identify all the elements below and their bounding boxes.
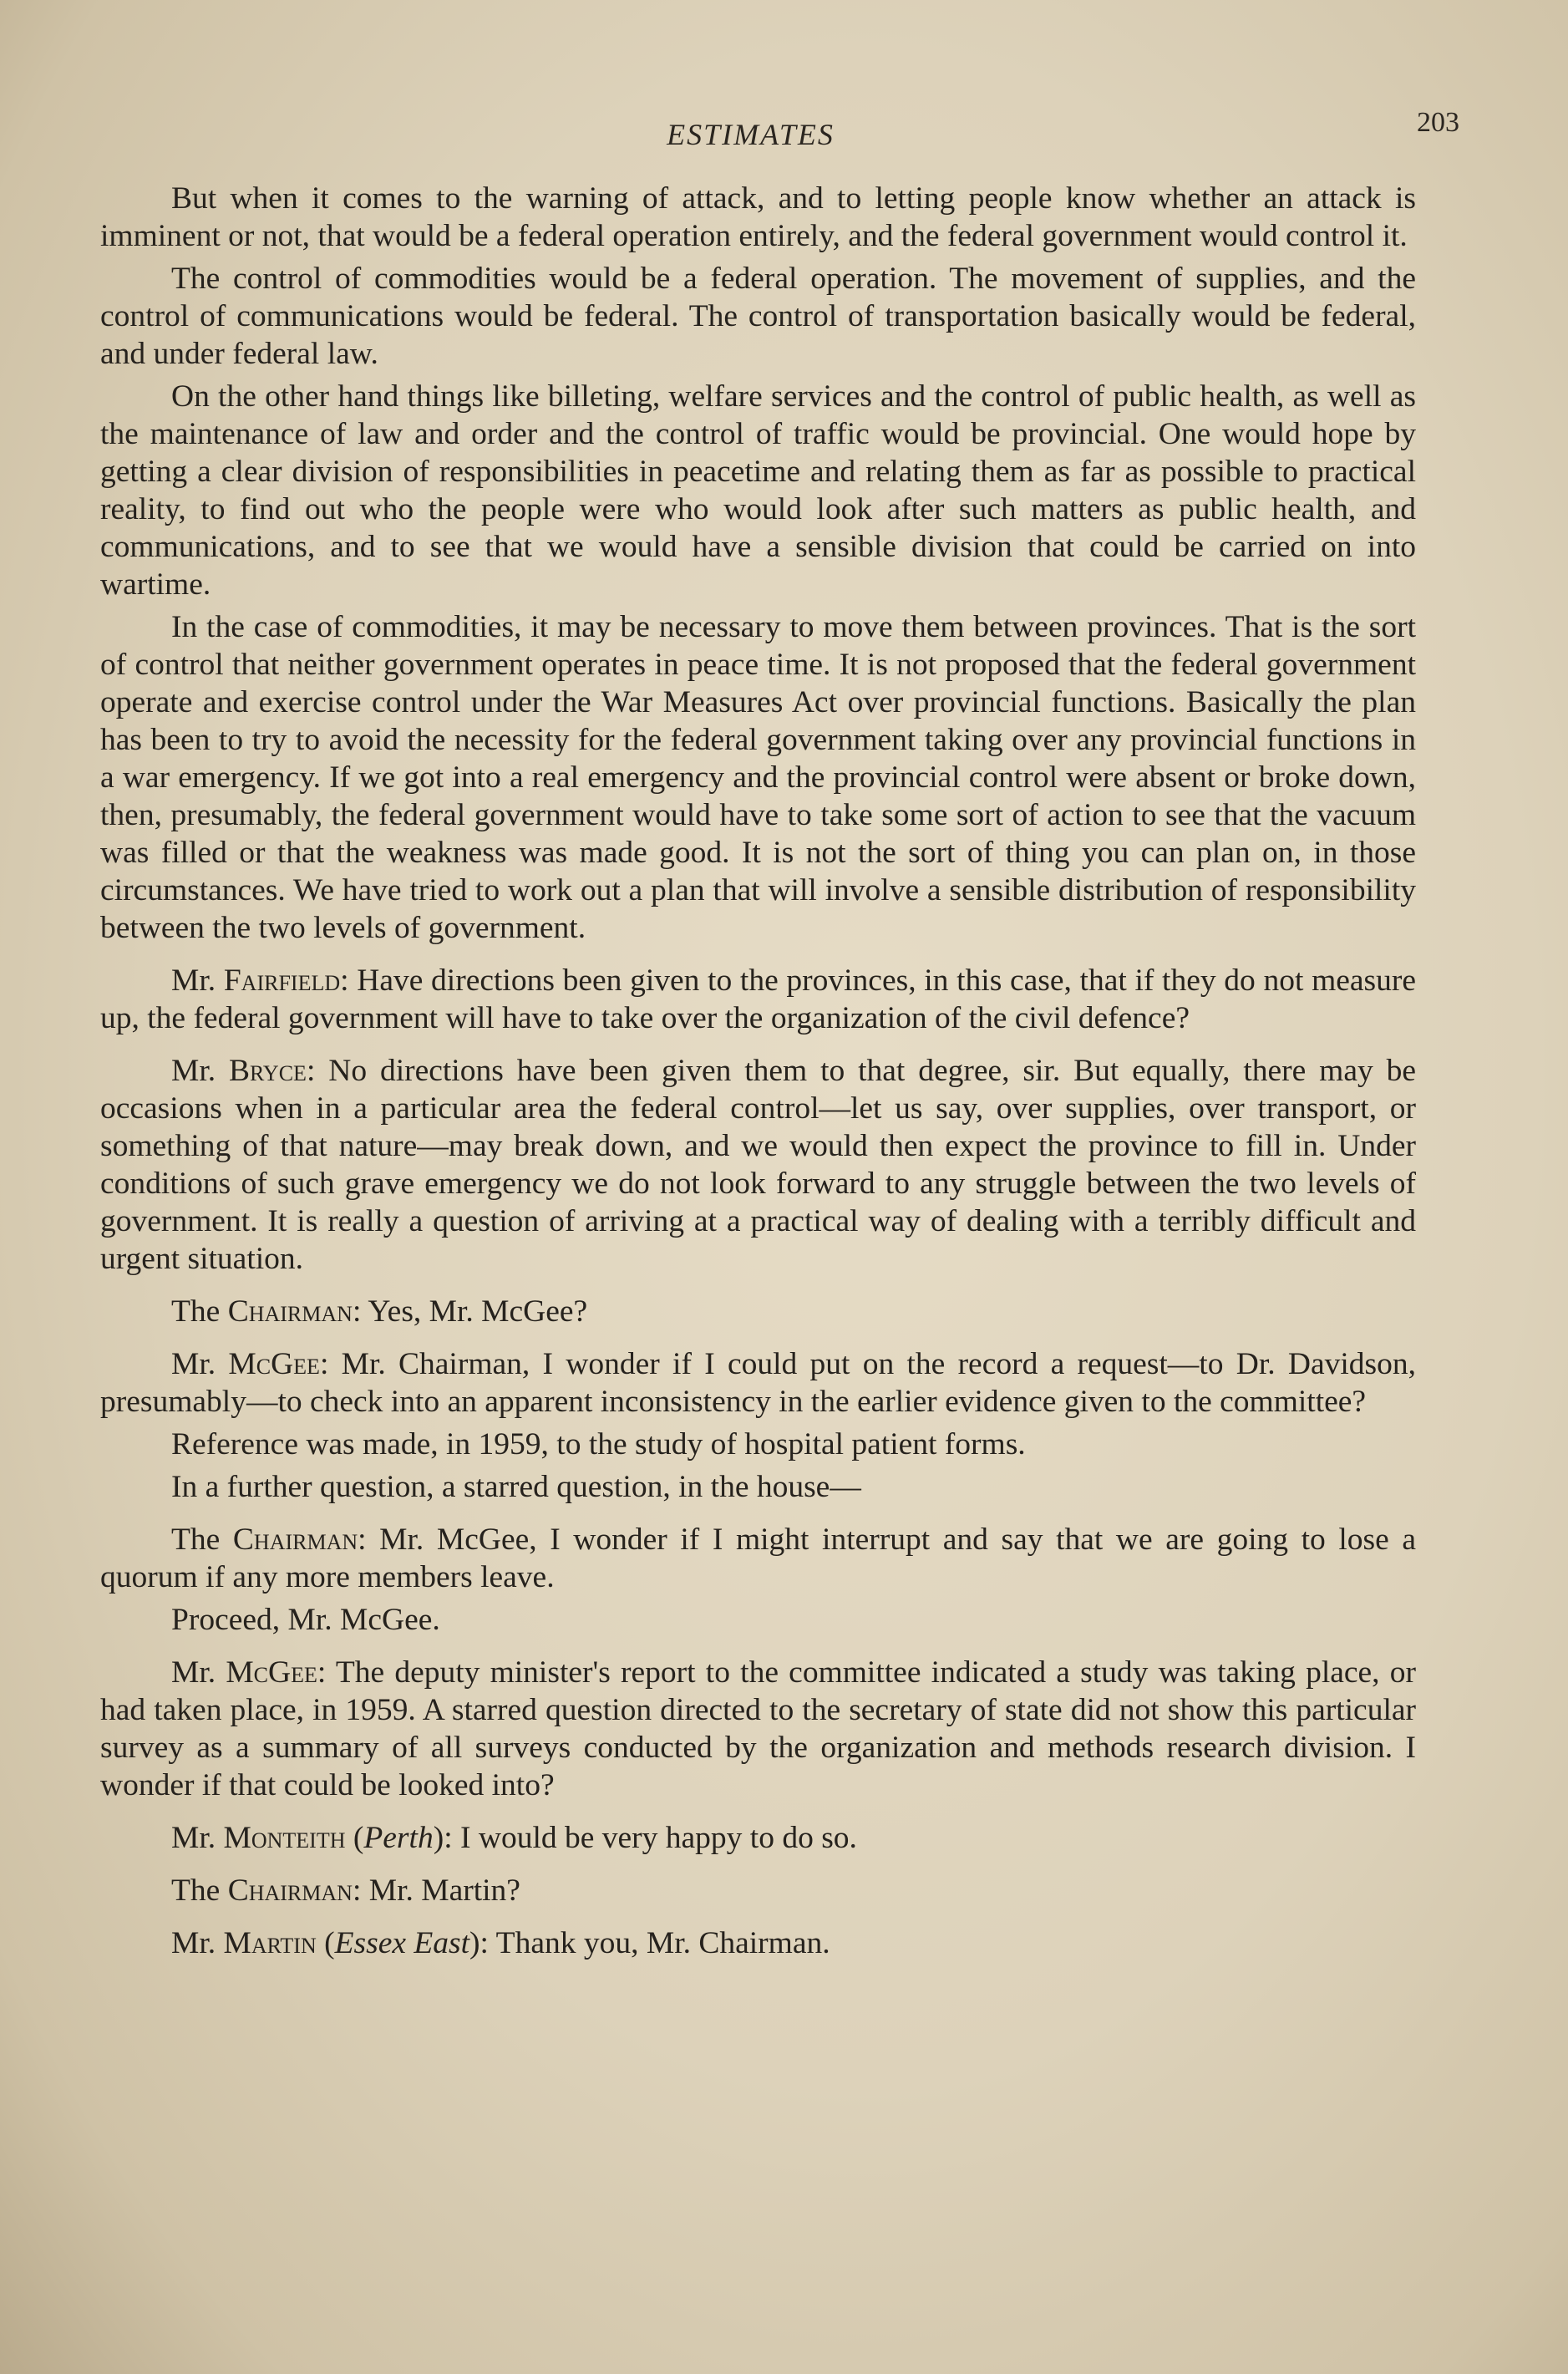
speech-text: Mr. McGee, I wonder if I might interrupt and say that we are going to lose a quorum if any more members leave. xyxy=(100,1523,1416,1594)
speech: Mr. Fairfield: Have directions been given to the provinces, in this case, that if they do not measure up, the federal government will have to take over the organization of the civil defence? xyxy=(100,963,1417,1035)
speaker-name: McGee xyxy=(228,1347,320,1381)
speech-continuation: In a further question, a starred question, in the house— xyxy=(171,1470,861,1504)
paragraph: But when it comes to the warning of attack, and to letting people know whether an attack is imminent or not, that would be a federal operation entirely, and the federal government would control it. xyxy=(100,181,1416,253)
paragraph: On the other hand things like billeting, welfare services and the control of public health, as well as the maintenance of law and order and the control of traffic would be provincial. One would hope by getting a clear division of responsibilities in peacetime and relating them as far as possible to practical reality, to find out who the people were who would look after such matters as public health, and communications, and to see that we would have a sensible division that could be carried on into wartime. xyxy=(100,379,1416,602)
speech: The Chairman: Yes, Mr. McGee? xyxy=(171,1294,588,1329)
speech-text: Mr. Chairman, I wonder if I could put on the record a request—to Dr. Davidson, presumably—to check into an apparent inconsistency in the earlier evidence given to the committee? xyxy=(100,1347,1416,1419)
speaker-name: Monteith xyxy=(223,1821,346,1855)
speech: Mr. Bryce: No directions have been given them to that degree, sir. But equally, there may be occasions when in a particular area the federal control—let us say, over supplies, over transport, or something of that nature—may break down, and we would then expect the province to fill in. Under conditions of such grave emergency we do not look forward to any struggle between the two levels of government. It is really a question of arriving at a practical way of dealing with a terribly difficult and urgent situation. xyxy=(100,1054,1416,1276)
speech-text: No directions have been given them to that degree, sir. But equally, there may be occasions when in a particular area the federal control—let us say, over supplies, over transport, or something of that nature—may break down, and we would then expect the province to fill in. Under conditions of such grave emergency we do not look forward to any struggle between the two levels of government. It is really a question of arriving at a practical way of dealing with a terribly difficult and urgent situation. xyxy=(100,1054,1416,1276)
page-number: 203 xyxy=(1417,107,1459,138)
speech-text: I would be very happy to do so. xyxy=(460,1821,857,1855)
running-head: ESTIMATES xyxy=(667,118,835,151)
speech: The Chairman: Mr. Martin? xyxy=(171,1873,520,1908)
page-header xyxy=(100,107,1459,157)
speaker-name: Chairman xyxy=(232,1523,358,1557)
body-text xyxy=(100,180,1416,1967)
speaker-name: Fairfield xyxy=(223,963,341,998)
speaker-riding: Essex East xyxy=(334,1926,470,1960)
speaker-name: Chairman xyxy=(227,1873,353,1908)
speech: Mr. McGee: Mr. Chairman, I wonder if I could put on the record a request—to Dr. Davidson, presumably—to check into an apparent inconsistency in the earlier evidence given to the committee? xyxy=(100,1347,1416,1419)
speech-continuation: Reference was made, in 1959, to the study of hospital patient forms. xyxy=(171,1427,1026,1462)
speech: The Chairman: Mr. McGee, I wonder if I might interrupt and say that we are going to lose a quorum if any more members leave. xyxy=(100,1523,1416,1594)
speech-text: Mr. Martin? xyxy=(368,1873,520,1908)
speech-text: Thank you, Mr. Chairman. xyxy=(495,1926,830,1960)
speech: Mr. McGee: The deputy minister's report to the committee indicated a study was taking place, or had taken place, in 1959. A starred question directed to the secretary of state did not show this particular survey as a summary of all surveys conducted by the organization and methods research division. I wonder if that could be looked into? xyxy=(100,1655,1416,1802)
speech-continuation: Proceed, Mr. McGee. xyxy=(171,1603,440,1637)
speaker-name: Martin xyxy=(223,1926,317,1960)
speaker-name: McGee xyxy=(226,1655,317,1690)
speech-text: Yes, Mr. McGee? xyxy=(368,1294,588,1329)
speech: Mr. Martin (Essex East): Thank you, Mr. Chairman. xyxy=(171,1926,830,1960)
speaker-name: Chairman xyxy=(227,1294,353,1329)
speech: Mr. Monteith (Perth): I would be very happy to do so. xyxy=(171,1821,857,1855)
speaker-name: Bryce xyxy=(229,1054,307,1088)
paragraph: In the case of commodities, it may be necessary to move them between provinces. That is the sort of control that neither government operates in peace time. It is not proposed that the federal government operate and exercise control under the War Measures Act over provincial functions. Basically the plan has been to try to avoid the necessity for the federal government taking over any provincial functions in a war emergency. If we got into a real emergency and the provincial control were absent or broke down, then, presumably, the federal government would have to take some sort of action to see that the vacuum was filled or that the weakness was made good. It is not the sort of thing you can plan on, in those circumstances. We have tried to work out a plan that will involve a sensible distribution of responsibility between the two levels of government. xyxy=(100,610,1416,945)
speech-text: The deputy minister's report to the committee indicated a study was taking place, or had taken place, in 1959. A starred question directed to the secretary of state did not show this particular survey as a summary of all surveys conducted by the organization and methods research division. I wonder if that could be looked into? xyxy=(100,1655,1416,1802)
speech-text: Have directions been given to the provinces, in this case, that if they do not measure up, the federal government will have to take over the organization of the civil defence? xyxy=(100,963,1417,1035)
paragraph: The control of commodities would be a federal operation. The movement of supplies, and the control of communications would be federal. The control of transportation basically would be federal, and under federal law. xyxy=(100,262,1416,371)
speaker-riding: Perth xyxy=(363,1821,434,1855)
